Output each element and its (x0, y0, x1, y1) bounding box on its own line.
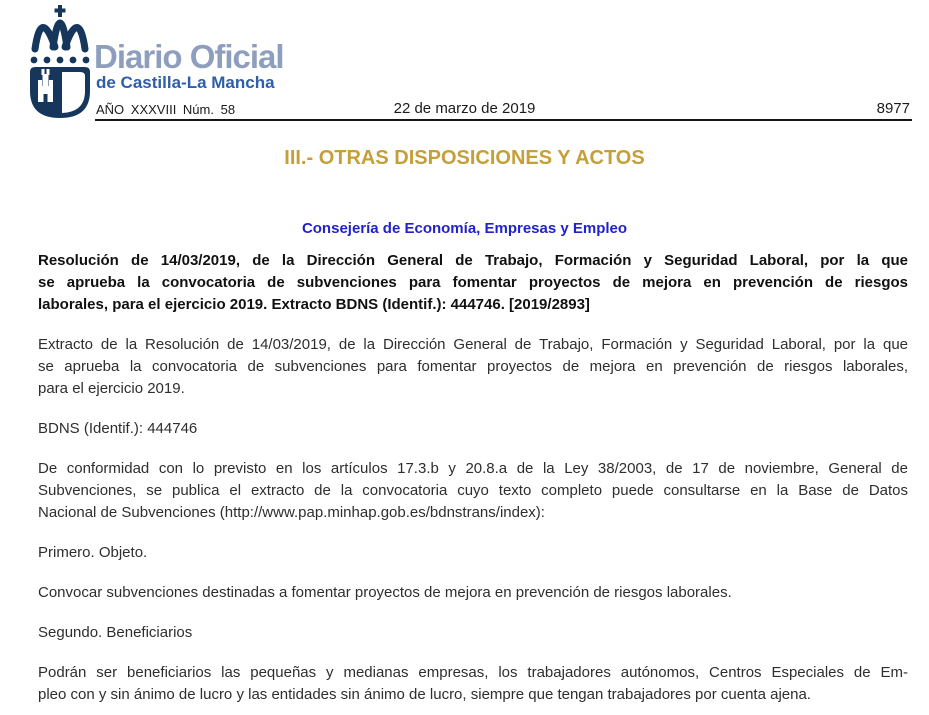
paragraph-legal-basis (38, 458, 908, 524)
text-line: Subvenciones, se publica el extracto de la convocatoria cuyo texto completo puede consultarse en la Base de Datos (38, 482, 908, 499)
masthead (0, 0, 929, 122)
bdns-line: BDNS (Identif.): 444746 (38, 420, 198, 437)
department-heading: Consejería de Economía, Empresas y Empleo (301, 220, 628, 237)
header-date: 22 de marzo de 2019 (393, 100, 536, 117)
text-line: Resolución de 14/03/2019, de la Dirección General de Trabajo, Formación y Seguridad Laboral, por la que (38, 252, 908, 269)
text-line: se aprueba la convocatoria de subvenciones para fomentar proyectos de mejora en prevención de riesgos laborales, (38, 358, 908, 375)
heading-primero: Primero. Objeto. (38, 544, 148, 561)
section-title: III.- OTRAS DISPOSICIONES Y ACTOS (284, 147, 645, 169)
heading-segundo: Segundo. Beneficiarios (38, 624, 193, 641)
text-line: Extracto de la Resolución de 14/03/2019, de la Dirección General de Trabajo, Formación y Seguridad Laboral, por la que (38, 336, 908, 353)
logo-title: Diario Oficial (94, 38, 284, 75)
text-line: De conformidad con lo previsto en los artículos 17.3.b y 20.8.a de la Ley 38/2003, de 17 de noviembre, General de (38, 460, 908, 477)
document-body (38, 250, 908, 715)
text-line: para el ejercicio 2019. (38, 380, 185, 397)
paragraph-objeto: Convocar subvenciones destinadas a fomentar proyectos de mejora en prevención de riesgos laborales. (38, 584, 732, 601)
logo-edition: AÑO XXXVIII Núm. 58 (96, 102, 236, 117)
text-line: laborales, para el ejercicio 2019. Extracto BDNS (Identif.): 444746. [2019/2893] (38, 296, 590, 313)
logo-subtitle: de Castilla-La Mancha (96, 73, 275, 92)
paragraph-extract (38, 334, 908, 400)
header-rule (95, 119, 912, 121)
text-line: pleo con y sin ánimo de lucro y las entidades sin ánimo de lucro, siempre que tengan trabajadores por cuenta ajena. (38, 686, 811, 703)
text-line: Podrán ser beneficiarios las pequeñas y medianas empresas, los trabajadores autónomos, Centros Especiales de Em- (38, 664, 908, 681)
paragraph-resolution (38, 250, 908, 316)
text-line: Nacional de Subvenciones (http://www.pap.minhap.gob.es/bdnstrans/index): (38, 504, 545, 521)
text-line: se aprueba la convocatoria de subvenciones para fomentar proyectos de mejora en prevención de riesgos (38, 274, 908, 291)
header-page-number: 8977 (876, 100, 910, 117)
paragraph-beneficiarios (38, 662, 908, 706)
